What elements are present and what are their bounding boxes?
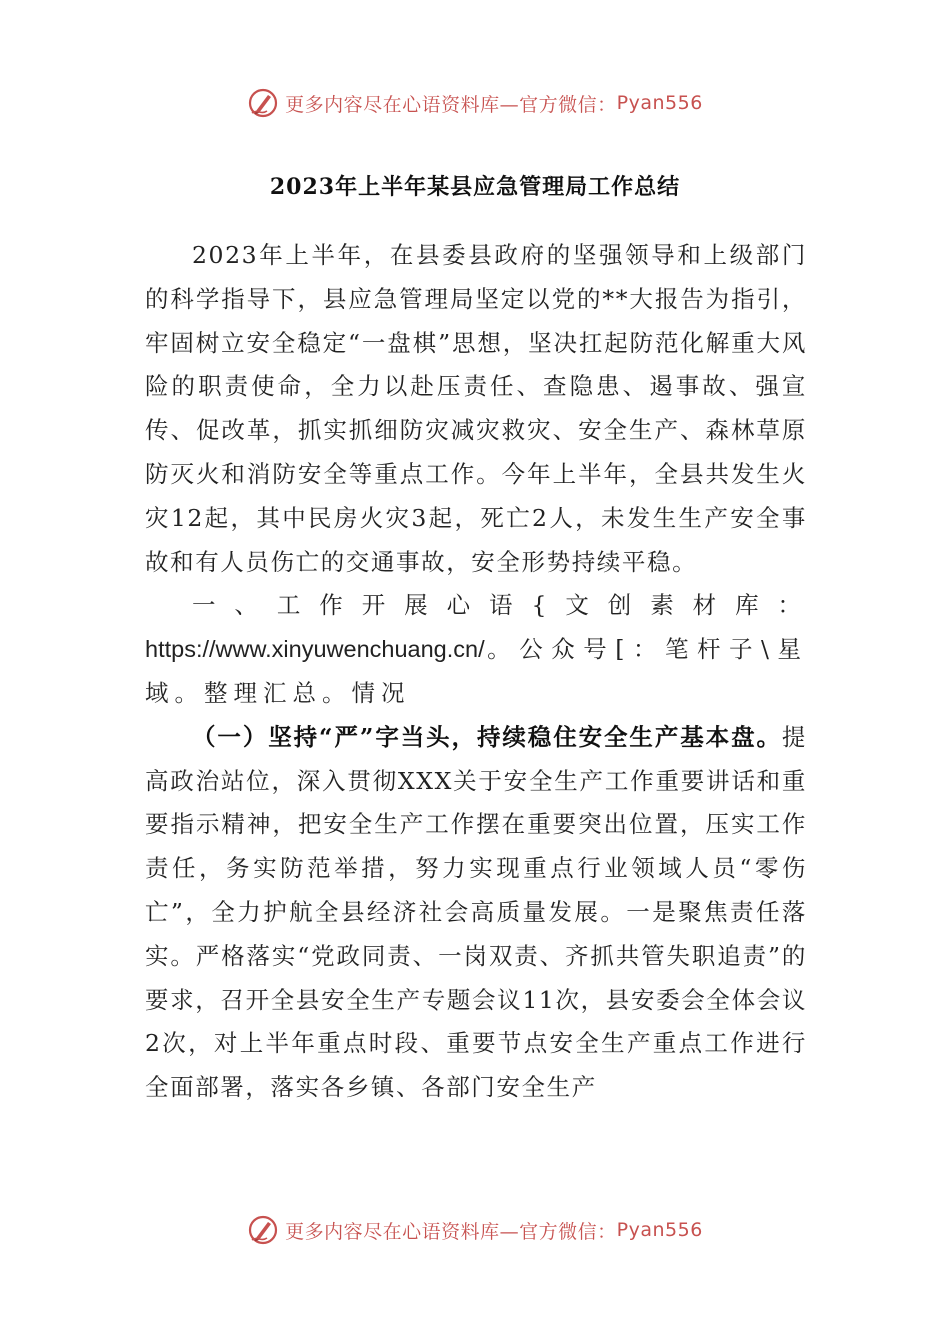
header-banner — [0, 83, 950, 123]
footer-wechat-id: Pyan556 — [616, 1219, 703, 1241]
subsection1-heading: （一）坚持“严”字当头，持续稳住安全生产基本盘。 — [192, 722, 782, 751]
footer-banner — [0, 1210, 950, 1250]
footer-banner-text: 更多内容尽在心语资料库—官方微信： — [285, 1220, 617, 1243]
subsection1-body: 提高政治站位，深入贯彻XXX关于安全生产工作重要讲话和重要指示精神，把安全生产工作摆在重要突出位置，压实工作责任，务实防范举措，努力实现重点行业领域人员“零伤亡”，全力护航全县经济社会高质量发展。一是聚焦责任落实。严格落实“党政同责、一岗双责、齐抓共管失职追责”的要求，召开全县安全生产专题会议11次，县安委会全体会议2次，对上半年重点时段、重要节点安全生产重点工作进行全面部署，落实各乡镇、各部门安全生产 — [145, 722, 807, 1102]
header-wechat-id: Pyan556 — [616, 92, 703, 114]
subsection1-paragraph — [145, 716, 807, 1110]
section1-prefix: 一、工作开展心语{文创素材库： — [192, 591, 807, 620]
intro-paragraph: 2023年上半年，在县委县政府的坚强领导和上级部门的科学指导下，县应急管理局坚定以党的**大报告为指引，牢固树立安全稳定“一盘棋”思想，坚决扛起防范化解重大风险的职责使命，全力以赴压责任、查隐患、遏事故、强宣传、促改革，抓实抓细防灾减灾救灾、安全生产、森林草原防灭火和消防安全等重点工作。今年上半年，全县共发生火灾12起，其中民房火灾3起，死亡2人，未发生生产安全事故和有人员伤亡的交通事故，安全形势持续平稳。 — [145, 241, 807, 576]
section1-url: https://www.xinyuwenchuang.cn/ — [145, 636, 485, 663]
header-banner-text: 更多内容尽在心语资料库—官方微信： — [285, 93, 617, 116]
document-body — [145, 234, 807, 1110]
pen-circle-logo-icon — [247, 87, 279, 119]
document-title: 2023年上半年某县应急管理局工作总结 — [269, 174, 681, 200]
pen-circle-logo-icon — [247, 1214, 279, 1246]
section1-suffix: 。公众号[：笔杆子\星域。整理汇总。情况 — [145, 635, 807, 707]
section1-heading — [145, 584, 807, 715]
